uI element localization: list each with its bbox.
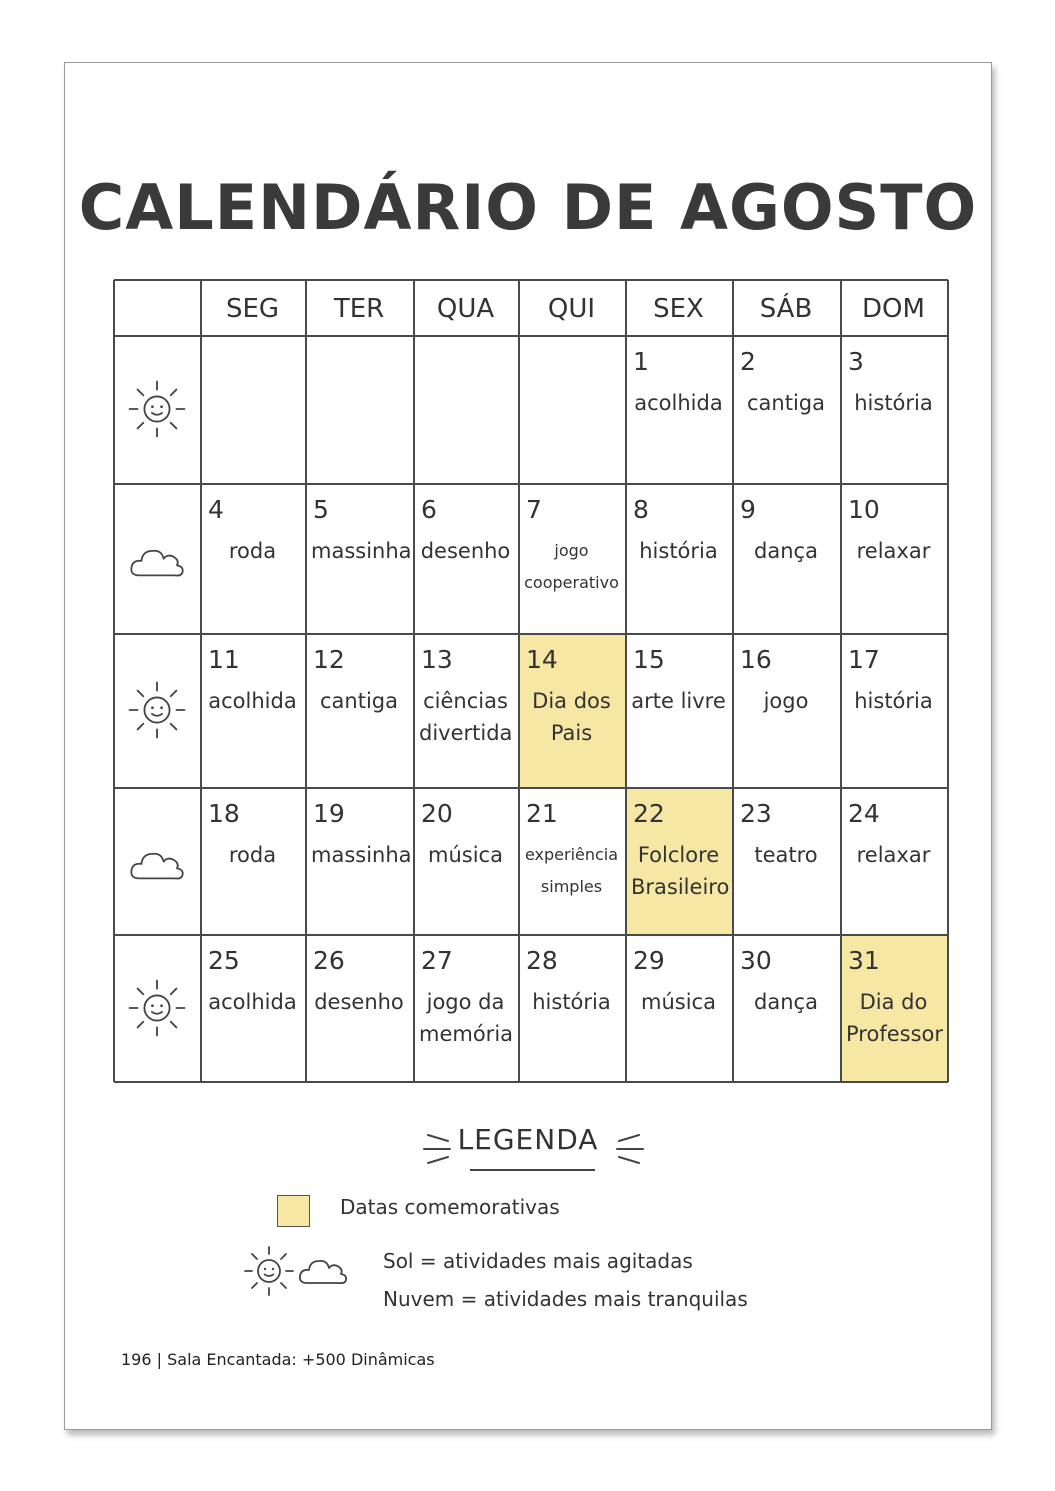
calendar-day-cell	[518, 787, 625, 934]
cloud-icon	[128, 542, 186, 586]
day-number: 22	[633, 799, 665, 828]
activity-label: jogo cooperativo	[524, 541, 619, 592]
activity-label: dança	[754, 990, 818, 1014]
activity-label: história	[639, 539, 718, 563]
calendar-day-cell	[625, 483, 732, 633]
calendar-empty-cell	[413, 335, 518, 483]
day-number: 15	[633, 645, 665, 674]
day-number: 18	[208, 799, 240, 828]
activity-label: acolhida	[208, 990, 297, 1014]
weekday-header: TER	[333, 294, 385, 324]
calendar-day-cell	[518, 483, 625, 633]
legend-item-cloud: Nuvem = atividades mais tranquilas	[383, 1287, 748, 1311]
calendar-day-cell	[518, 633, 625, 787]
sun-icon	[241, 1243, 297, 1299]
day-number: 9	[740, 495, 756, 524]
calendar-day-cell	[840, 633, 947, 787]
day-number: 20	[421, 799, 453, 828]
calendar-day-cell	[732, 633, 840, 787]
calendar-day-cell	[840, 483, 947, 633]
calendar-day-cell	[305, 934, 413, 1081]
calendar-day-cell	[413, 934, 518, 1081]
calendar-day-cell	[732, 934, 840, 1081]
day-number: 14	[526, 645, 558, 674]
calendar-day-cell	[305, 787, 413, 934]
cloud-icon	[297, 1253, 349, 1289]
legend-item-sun: Sol = atividades mais agitadas	[383, 1249, 693, 1273]
activity-label: acolhida	[634, 391, 723, 415]
weekday-header: QUA	[436, 294, 495, 324]
day-number: 12	[313, 645, 345, 674]
calendar-day-cell	[413, 787, 518, 934]
calendar-day-cell	[732, 483, 840, 633]
day-number: 2	[740, 347, 756, 376]
calendar-grid	[113, 279, 947, 1081]
commemorative-date-label: Folclore Brasileiro	[631, 843, 730, 899]
calendar-empty-cell	[305, 335, 413, 483]
calendar-day-cell	[840, 335, 947, 483]
activity-label: massinha	[311, 539, 412, 563]
day-number: 28	[526, 946, 558, 975]
calendar-day-cell	[840, 787, 947, 934]
activity-label: desenho	[314, 990, 404, 1014]
activity-label: música	[428, 843, 503, 867]
calendar-day-cell	[840, 934, 947, 1081]
calendar-day-cell	[732, 787, 840, 934]
activity-label: dança	[754, 539, 818, 563]
weekday-header: SEG	[225, 294, 280, 324]
cloud-icon	[128, 845, 186, 889]
day-number: 1	[633, 347, 649, 376]
page-footer: 196 | Sala Encantada: +500 Dinâmicas	[121, 1350, 435, 1369]
calendar-day-cell	[305, 483, 413, 633]
day-number: 11	[208, 645, 240, 674]
day-number: 17	[848, 645, 880, 674]
day-number: 23	[740, 799, 772, 828]
calendar-empty-cell	[200, 335, 305, 483]
activity-label: massinha	[311, 843, 412, 867]
activity-label: história	[854, 391, 933, 415]
day-number: 5	[313, 495, 329, 524]
calendar-empty-cell	[518, 335, 625, 483]
activity-label: experiência simples	[524, 845, 619, 896]
day-number: 26	[313, 946, 345, 975]
weekday-header: SÁB	[759, 294, 813, 324]
activity-label: desenho	[420, 539, 511, 563]
day-number: 27	[421, 946, 453, 975]
weekday-header: QUI	[547, 294, 596, 324]
day-number: 29	[633, 946, 665, 975]
calendar-day-cell	[625, 633, 732, 787]
activity-label: jogo da memória	[419, 990, 514, 1046]
day-number: 7	[526, 495, 542, 524]
day-number: 25	[208, 946, 240, 975]
legend-underline	[470, 1169, 595, 1171]
activity-label: música	[641, 990, 716, 1014]
calendar-day-cell	[732, 335, 840, 483]
calendar-day-cell	[625, 335, 732, 483]
weekday-header: DOM	[862, 294, 925, 324]
calendar-day-cell	[413, 633, 518, 787]
calendar-day-cell	[413, 483, 518, 633]
day-number: 31	[848, 946, 880, 975]
activity-label: acolhida	[208, 689, 297, 713]
calendar-day-cell	[518, 934, 625, 1081]
calendar-day-cell	[200, 787, 305, 934]
commemorative-date-label: Dia dos Pais	[532, 689, 611, 745]
activity-label: jogo	[763, 689, 809, 713]
activity-label: relaxar	[856, 843, 931, 867]
day-number: 10	[848, 495, 880, 524]
day-number: 19	[313, 799, 345, 828]
page-title: CALENDÁRIO DE AGOSTO	[78, 171, 978, 244]
legend-title: LEGENDA	[457, 1123, 599, 1156]
legend-sparkle-right-icon	[605, 1127, 647, 1169]
sun-icon	[125, 976, 189, 1044]
page	[64, 62, 992, 1430]
calendar-day-cell	[305, 633, 413, 787]
activity-label: cantiga	[747, 391, 825, 415]
day-number: 16	[740, 645, 772, 674]
activity-label: roda	[228, 843, 277, 867]
activity-label: teatro	[754, 843, 818, 867]
day-number: 30	[740, 946, 772, 975]
day-number: 8	[633, 495, 649, 524]
day-number: 3	[848, 347, 864, 376]
day-number: 21	[526, 799, 558, 828]
activity-label: história	[532, 990, 611, 1014]
calendar-day-cell	[200, 483, 305, 633]
sun-icon	[125, 678, 189, 746]
calendar-day-cell	[625, 787, 732, 934]
legend-item-highlight: Datas comemorativas	[340, 1195, 560, 1219]
weekday-header: SEX	[653, 294, 704, 324]
activity-label: relaxar	[856, 539, 931, 563]
day-number: 24	[848, 799, 880, 828]
sun-icon	[125, 377, 189, 445]
calendar-day-cell	[200, 633, 305, 787]
activity-label: ciências divertida	[419, 689, 513, 745]
commemorative-date-label: Dia do Professor	[846, 990, 943, 1046]
activity-label: roda	[228, 539, 277, 563]
day-number: 13	[421, 645, 453, 674]
activity-label: história	[854, 689, 933, 713]
legend-sparkle-left-icon	[420, 1127, 462, 1169]
day-number: 4	[208, 495, 224, 524]
highlight-swatch	[277, 1195, 310, 1227]
calendar-day-cell	[200, 934, 305, 1081]
day-number: 6	[421, 495, 437, 524]
activity-label: cantiga	[320, 689, 398, 713]
activity-label: arte livre	[631, 689, 726, 713]
calendar-day-cell	[625, 934, 732, 1081]
